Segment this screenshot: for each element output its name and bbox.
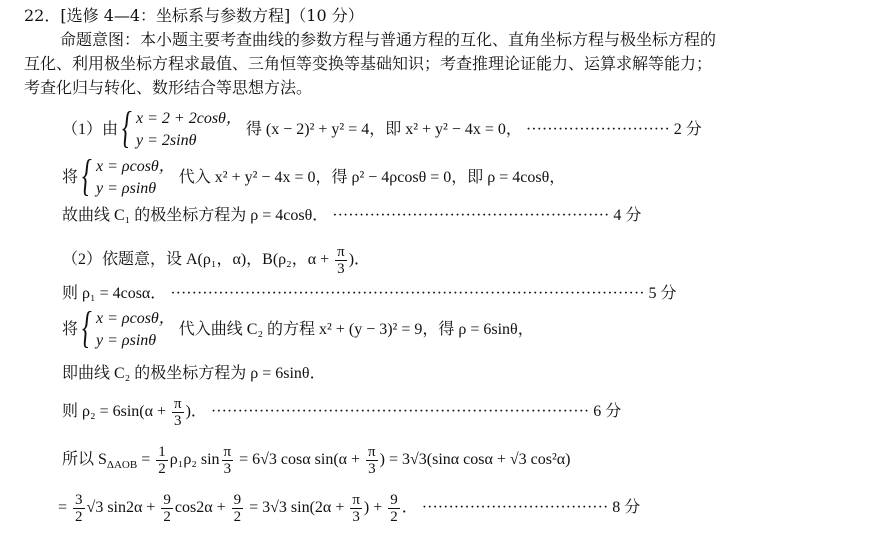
curve-c1-line	[62, 206, 641, 226]
fraction: $\frac{\pi}{3}$	[368, 443, 376, 477]
area-tail: ) = 3√3(sinα cosα + √3 cos²α)	[379, 451, 571, 468]
rho1-text: 则 ρ₁ = 4cosα．	[62, 285, 167, 302]
part2-line	[62, 240, 370, 280]
area-eq: =	[137, 451, 155, 468]
area-subscript: ΔAOB	[106, 459, 138, 471]
final-c: = 3√3 sin(2α +	[245, 499, 349, 516]
final-b: cos2α +	[174, 499, 230, 516]
part1-dots: ···························	[525, 121, 670, 138]
part1-score: 2 分	[673, 121, 702, 138]
final-eq: =	[58, 499, 72, 516]
rho1-score: 5 分	[648, 285, 677, 302]
intent-line-3: 考查化归与转化、数形结合等思想方法。	[24, 78, 313, 97]
fraction: $\frac{9}{2}$	[163, 491, 171, 525]
substitute-line-1	[62, 151, 566, 201]
sub2-prefix: 将	[62, 321, 79, 338]
rho2-tail: )．	[185, 403, 207, 420]
rho2-head: 则 ρ₂ = 6sin(α +	[62, 403, 170, 420]
brace-icon: {	[82, 303, 92, 353]
fraction: $\frac{9}{2}$	[233, 491, 242, 525]
sys-eq-y: y = 2sinθ	[136, 132, 197, 150]
polar-system-2	[82, 303, 175, 353]
final-a: √3 sin2α +	[86, 499, 160, 516]
fraction: $\frac{3}{2}$	[75, 491, 83, 525]
polar2-eq-x: x = ρcosθ，	[96, 310, 175, 328]
fraction: $\frac{\pi}{3}$	[174, 395, 182, 429]
sub1-rest: 代入 x² + y² − 4x = 0，得 ρ² − 4ρcosθ = 0，即 ρ = 4cosθ，	[178, 169, 566, 186]
part2-tail: )．	[348, 251, 371, 268]
part2-text: （2）依题意，设 A(ρ₁，α)，B(ρ₂，α +	[62, 251, 334, 268]
substitute-line-2	[62, 303, 534, 353]
final-line	[58, 488, 640, 528]
intent-line-2: 互化、利用极坐标方程求最值、三角恒等变换等基础知识；考查推理论证能力、运算求解等能力；	[24, 54, 713, 73]
curve-c2-line: 即曲线 C₂ 的极坐标方程为 ρ = 6sinθ．	[62, 365, 326, 382]
sys-eq-x: x = 2 + 2cosθ，	[136, 110, 242, 128]
rho1-dots: ·························································································	[170, 285, 645, 302]
polar-eq-y: y = ρsinθ	[96, 180, 157, 198]
final-d: ) +	[363, 499, 387, 516]
area-mid2: = 6√3 cosα sin(α +	[235, 451, 365, 468]
brace-icon: {	[82, 151, 92, 201]
sub2-rest: 代入曲线 C₂ 的方程 x² + (y − 3)² = 9，得 ρ = 6sinθ，	[178, 321, 534, 338]
rho2-line	[62, 392, 621, 432]
brace-icon: {	[122, 103, 132, 153]
c1-score: 4 分	[613, 207, 642, 224]
c1-text: 故曲线 C₁ 的极坐标方程为 ρ = 4cosθ．	[62, 207, 329, 224]
polar-eq-x: x = ρcosθ，	[96, 158, 175, 176]
fraction: $\frac{\pi}{3}$	[352, 491, 360, 525]
final-e: ．	[401, 499, 418, 516]
polar-system-1	[82, 151, 175, 201]
intent-line-1: 命题意图：本小题主要考查曲线的参数方程与普通方程的互化、直角坐标方程与极坐标方程的	[60, 30, 717, 49]
problem-header: 22．[选修 4—4：坐标系与参数方程]（10 分）	[24, 6, 364, 25]
part1-line	[62, 103, 702, 153]
area-line	[62, 440, 571, 480]
final-dots: ···································	[421, 499, 609, 516]
part1-prefix: （1）由	[62, 121, 119, 138]
rho2-score: 6 分	[593, 403, 622, 420]
fraction: $\frac{\pi}{3}$	[337, 243, 345, 277]
polar2-eq-y: y = ρsinθ	[96, 332, 157, 350]
area-head: 所以 S	[62, 451, 107, 468]
rho2-dots: ·······································································	[210, 403, 590, 420]
area-mid1: ρ₁ρ₂ sin	[169, 451, 220, 468]
param-system-1	[122, 103, 242, 153]
part1-result: 得 (x − 2)² + y² = 4，即 x² + y² − 4x = 0，	[245, 121, 522, 138]
rho1-line	[62, 284, 677, 304]
final-score: 8 分	[612, 499, 641, 516]
fraction: $\frac{\pi}{3}$	[223, 443, 232, 477]
sub1-prefix: 将	[62, 169, 79, 186]
fraction: $\frac{1}{2}$	[158, 443, 166, 477]
fraction: $\frac{9}{2}$	[390, 491, 398, 525]
c1-dots: ····················································	[332, 207, 610, 224]
